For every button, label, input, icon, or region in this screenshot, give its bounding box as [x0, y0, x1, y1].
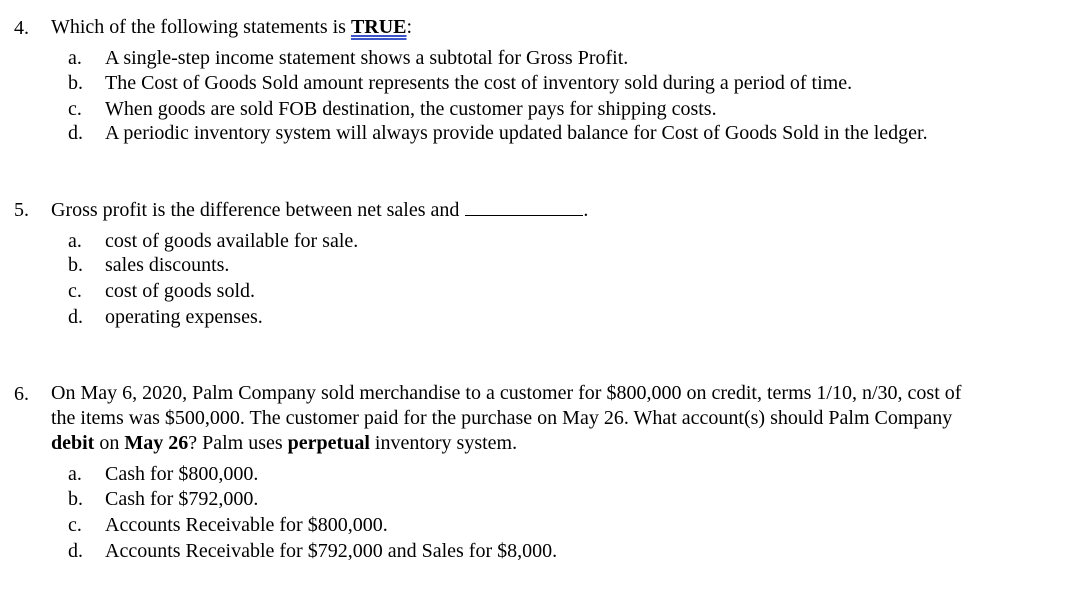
stem-suffix: .	[583, 199, 589, 221]
stem-text: inventory system.	[369, 432, 518, 454]
stem-emphasis: TRUE	[350, 16, 407, 38]
option-5c	[0, 279, 1078, 304]
option-text: cost of goods sold.	[105, 280, 255, 302]
option-4a	[0, 46, 1078, 71]
stem-bold-date: May 26	[124, 432, 189, 454]
option-4c	[0, 97, 1078, 122]
option-letter: d.	[68, 122, 83, 144]
option-text: A periodic inventory system will always provide updated balance for Cost of Goods Sold in the ledger.	[105, 122, 928, 144]
question-number: 6.	[14, 383, 29, 405]
option-6d	[0, 539, 1078, 564]
option-text: operating expenses.	[105, 306, 263, 328]
stem-line-3	[51, 431, 1061, 456]
question-stem	[51, 381, 1061, 456]
option-5b	[0, 253, 1078, 278]
option-letter: a.	[68, 463, 82, 485]
option-letter: c.	[68, 280, 82, 302]
question-number: 5.	[14, 199, 29, 221]
option-letter: b.	[68, 72, 83, 94]
stem-line-1: On May 6, 2020, Palm Company sold merchandise to a customer for $800,000 on credit, terms 1/10, n/30, cost of	[51, 382, 962, 404]
stem-suffix: :	[406, 16, 413, 38]
stem-bold-perpetual: perpetual	[287, 432, 370, 454]
option-text: A single-step income statement shows a subtotal for Gross Profit.	[105, 47, 629, 69]
option-letter: b.	[68, 254, 83, 276]
option-letter: c.	[68, 98, 82, 120]
option-text: sales discounts.	[105, 254, 230, 276]
option-text: cost of goods available for sale.	[105, 230, 359, 252]
option-letter: c.	[68, 514, 82, 536]
stem-text: Which of the following statements is	[51, 16, 351, 38]
option-6b	[0, 487, 1078, 512]
option-letter: d.	[68, 540, 83, 562]
option-text: The Cost of Goods Sold amount represents the cost of inventory sold during a period of time.	[105, 72, 853, 94]
option-6a	[0, 462, 1078, 487]
question-number: 4.	[14, 17, 29, 39]
option-letter: a.	[68, 47, 82, 69]
option-letter: a.	[68, 230, 82, 252]
option-text: Accounts Receivable for $800,000.	[105, 514, 388, 536]
question-stem	[51, 197, 1061, 223]
option-5d	[0, 305, 1078, 330]
option-5a	[0, 229, 1078, 254]
question-stem	[51, 15, 1061, 40]
option-text: Cash for $792,000.	[105, 488, 259, 510]
answer-blank	[465, 197, 583, 216]
option-letter: d.	[68, 306, 83, 328]
stem-text: ? Palm uses	[188, 432, 288, 454]
option-letter: b.	[68, 488, 83, 510]
option-text: When goods are sold FOB destination, the customer pays for shipping costs.	[105, 98, 717, 120]
option-text: Accounts Receivable for $792,000 and Sales for $8,000.	[105, 540, 558, 562]
option-text: Cash for $800,000.	[105, 463, 259, 485]
stem-line-2: the items was $500,000. The customer paid for the purchase on May 26. What account(s) should Palm Company	[51, 407, 953, 429]
option-4b	[0, 71, 1078, 96]
stem-text: Gross profit is the difference between net sales and	[51, 199, 460, 221]
option-4d	[0, 121, 1078, 146]
option-6c	[0, 513, 1078, 538]
stem-text: on	[94, 432, 125, 454]
stem-bold-debit: debit	[51, 432, 95, 454]
